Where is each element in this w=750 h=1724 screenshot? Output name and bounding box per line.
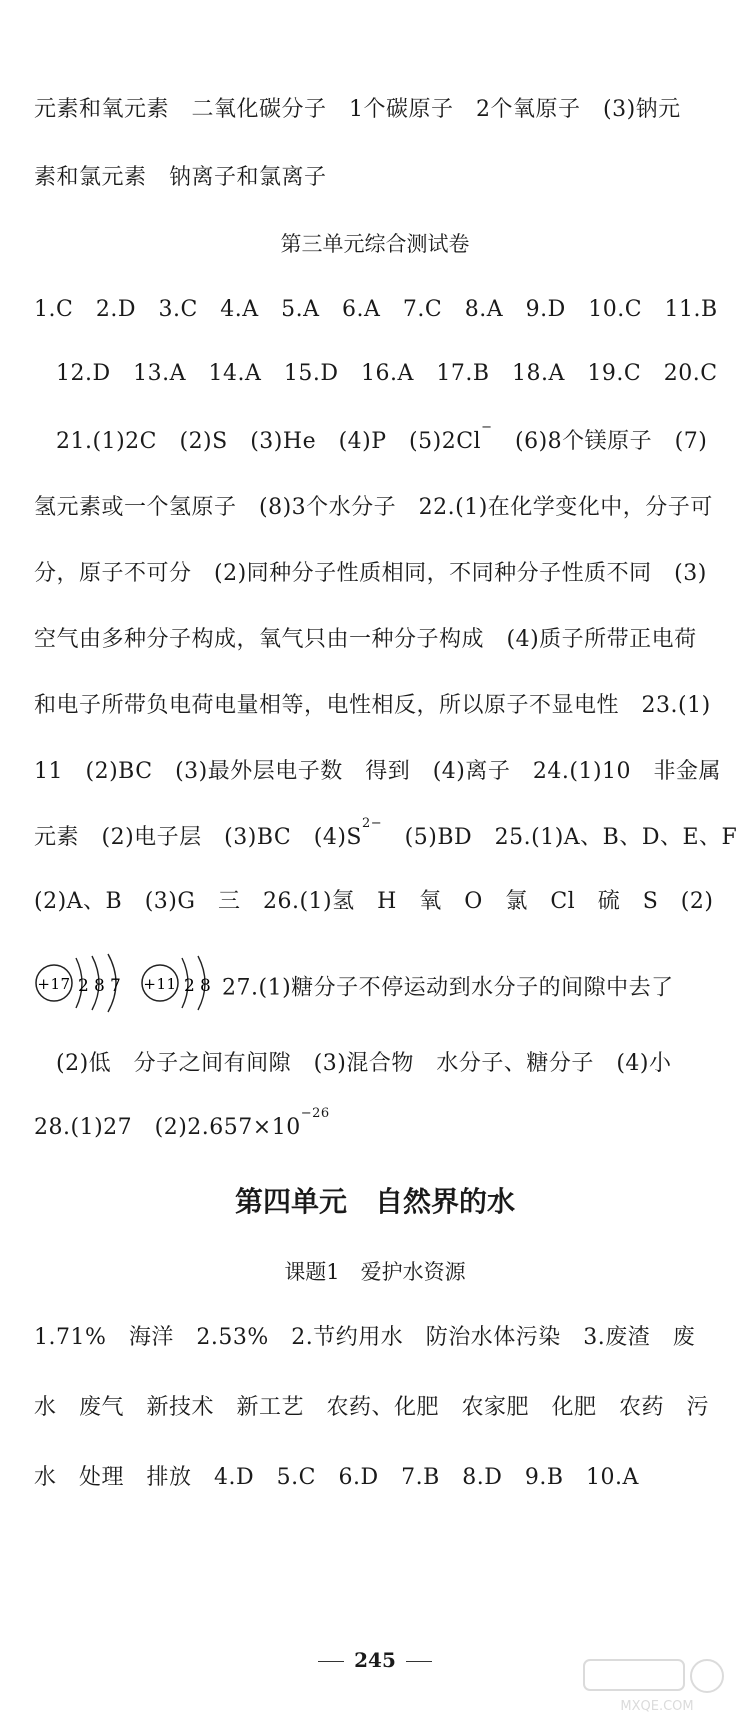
sodium-nucleus: +11 <box>143 975 177 993</box>
line-2: 素和氯元素 钠离子和氯离子 <box>34 165 327 190</box>
line-3: 1.C 2.D 3.C 4.A 5.A 6.A 7.C 8.A 9.D 10.C 11.B <box>34 297 718 322</box>
exponent-superscript: −26 <box>300 1106 330 1121</box>
chlorine-shell-2: 8 <box>94 976 106 996</box>
answer-27: 27.(1)糖分子不停运动到水分子的间隙中去了 <box>222 975 674 1001</box>
answer-25: (5)BD 25.(1)A、B、D、E、F <box>404 825 738 850</box>
line-9: 和电子所带负电荷电量相等，电性相反，所以原子不显电性 23.(1) <box>34 693 711 718</box>
answer-28: 28.(1)27 (2)2.657×10 <box>34 1115 301 1140</box>
watermark-logo <box>582 1656 732 1716</box>
lesson-heading: 课题1 爱护水资源 <box>284 1260 466 1284</box>
sodium-ion-diagram <box>136 948 216 1024</box>
line-7: 分，原子不可分 (2)同种分子性质相同，不同种分子性质不同 (3) <box>34 561 707 586</box>
s-2minus-superscript: 2− <box>361 816 383 831</box>
watermark-text: MXQE.COM <box>620 1699 694 1714</box>
line-6: 氢元素或一个氢原子 (8)3个水分子 22.(1)在化学变化中，分子可 <box>34 495 713 520</box>
line-12: (2)A、B (3)G 三 26.(1)氢 H 氧 O 氯 Cl 硫 S (2) <box>34 889 714 914</box>
test-heading: 第三单元综合测试卷 <box>280 232 470 256</box>
chlorine-nucleus: +17 <box>37 975 71 993</box>
page-number-value: 245 <box>354 1648 396 1672</box>
unit-heading: 第四单元 自然界的水 <box>234 1185 515 1218</box>
line-18: 水 处理 排放 4.D 5.C 6.D 7.B 8.D 9.B 10.A <box>34 1465 639 1490</box>
chlorine-atom-diagram <box>30 948 130 1024</box>
line-15 <box>34 1106 330 1141</box>
line-13 <box>30 948 674 1024</box>
sodium-shell-1: 2 <box>184 976 196 996</box>
answer-21a: 21.(1)2C (2)S (3)He (4)P (5)2Cl <box>56 429 482 454</box>
sodium-shell-2: 8 <box>200 976 212 996</box>
line-17: 水 废气 新技术 新工艺 农药、化肥 农家肥 化肥 农药 污 <box>34 1395 710 1420</box>
line-11 <box>34 816 738 851</box>
line-5 <box>56 420 708 455</box>
line-1: 元素和氧元素 二氧化碳分子 1个碳原子 2个氧原子 (3)钠元 <box>34 97 681 122</box>
line-10: 11 (2)BC (3)最外层电子数 得到 (4)离子 24.(1)10 非金属 <box>34 759 722 784</box>
line-14: (2)低 分子之间有间隙 (3)混合物 水分子、糖分子 (4)小 <box>56 1051 672 1076</box>
chlorine-shell-3: 7 <box>110 976 122 996</box>
line-8: 空气由多种分子构成，氧气只由一种分子构成 (4)质子所带正电荷 <box>34 627 697 652</box>
line-16: 1.71% 海洋 2.53% 2.节约用水 防治水体污染 3.废渣 废 <box>34 1325 696 1350</box>
line-4: 12.D 13.A 14.A 15.D 16.A 17.B 18.A 19.C 20.C <box>56 361 718 386</box>
chlorine-shell-1: 2 <box>78 976 90 996</box>
cl-minus-superscript: − <box>481 420 493 435</box>
answer-24: 元素 (2)电子层 (3)BC (4)S <box>34 825 362 850</box>
answer-21b: (6)8个镁原子 (7) <box>515 429 708 454</box>
